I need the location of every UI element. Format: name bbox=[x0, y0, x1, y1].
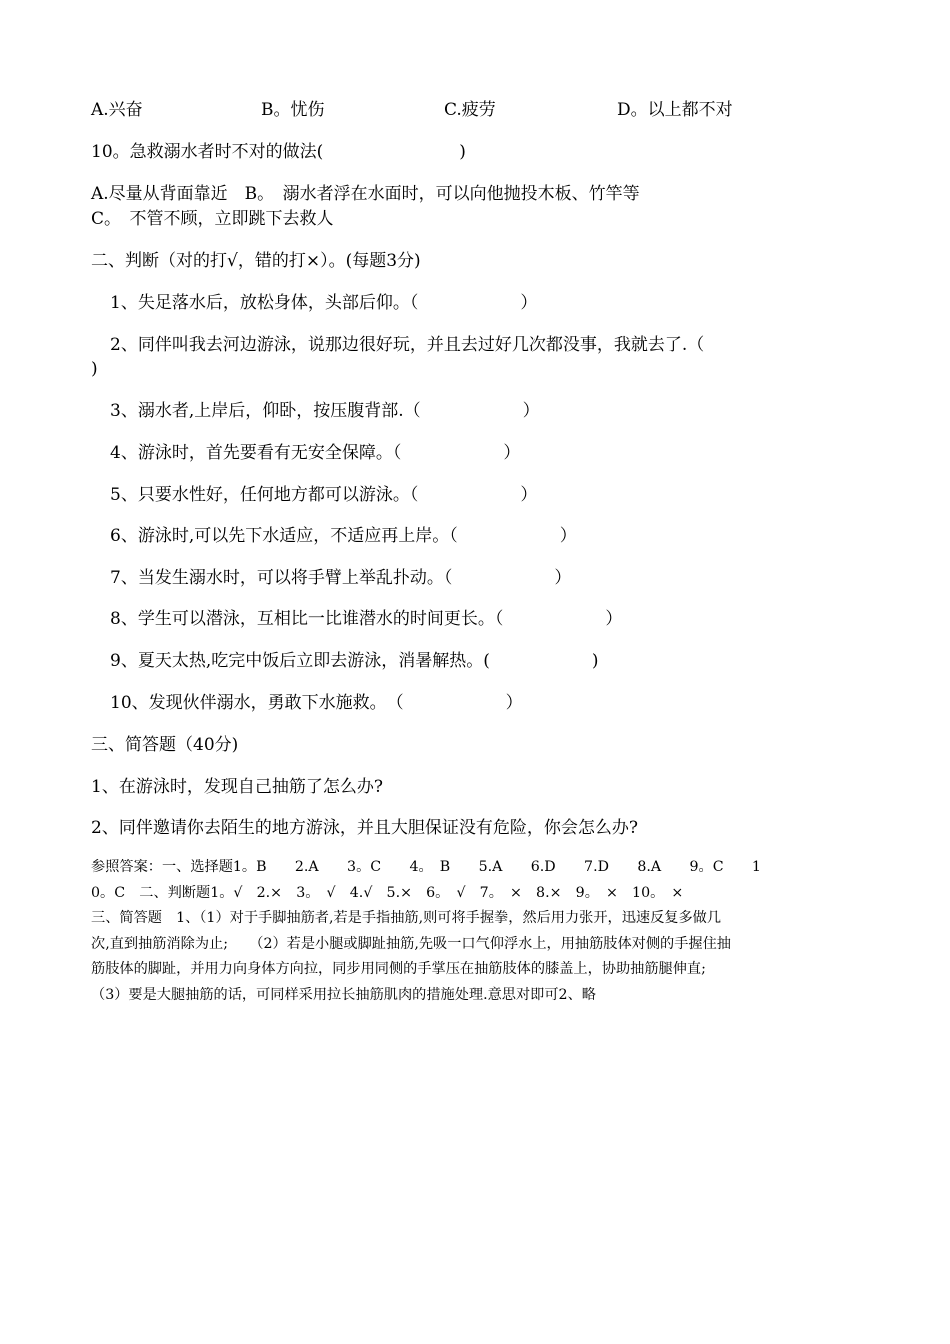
judge-item-7: 7、当发生溺水时，可以将手臂上举乱扑动。（ ） bbox=[110, 568, 572, 588]
short-answer-q2: 2、同伴邀请你去陌生的地方游泳，并且大胆保证没有危险，你会怎么办? bbox=[91, 818, 638, 838]
judge-item-5: 5、只要水性好，任何地方都可以游泳。（ ） bbox=[110, 485, 538, 505]
answer-key-line: 参照答案：一、选择题1。B 2.A 3。C 4。 B 5.A 6.D 7.D 8.A 9。C 1 bbox=[91, 859, 761, 875]
q9-option-d: D。以上都不对 bbox=[617, 100, 733, 120]
judge-item-3: 3、溺水者,上岸后，仰卧，按压腹背部.（ ） bbox=[110, 401, 540, 421]
short-answer-q1: 1、在游泳时，发现自己抽筋了怎么办? bbox=[91, 777, 383, 797]
answer-key bbox=[91, 855, 861, 1008]
q9-option-a: A.兴奋 bbox=[91, 100, 143, 120]
q9-option-c: C.疲劳 bbox=[444, 100, 496, 120]
section3-heading: 三、简答题（40分) bbox=[91, 735, 239, 755]
q9-option-b: B。忧伤 bbox=[261, 100, 325, 120]
judge-item-2: 2、同伴叫我去河边游泳，说那边很好玩，并且去过好几次都没事，我就去了.（ bbox=[110, 335, 705, 355]
q10-stem: 10。急救溺水者时不对的做法( ) bbox=[91, 142, 466, 162]
judge-item-2-continuation: ) bbox=[91, 359, 98, 379]
answer-key-line: 次,直到抽筋消除为止; （2）若是小腿或脚趾抽筋,先吸一口气仰浮水上，用抽筋肢体对侧的手握住抽 bbox=[91, 935, 731, 952]
q10-options-line1: A.尽量从背面靠近 B。 溺水者浮在水面时，可以向他抛投木板、竹竿等 bbox=[91, 184, 640, 204]
answer-key-line: （3）要是大腿抽筋的话，可同样采用拉长抽筋肌肉的措施处理.意思对即可2、略 bbox=[91, 986, 596, 1003]
judge-item-9: 9、夏天太热,吃完中饭后立即去游泳，消暑解热。( ) bbox=[110, 651, 599, 671]
judge-item-1: 1、失足落水后，放松身体，头部后仰。（ ） bbox=[110, 293, 538, 313]
judge-item-10: 10、发现伙伴溺水，勇敢下水施救。 （ ） bbox=[110, 693, 523, 713]
answer-key-line: 0。C 二、判断题1。√ 2.× 3。 √ 4.√ 5.× 6。 √ 7。 × 8.× 9。 × 10。 × bbox=[91, 884, 684, 901]
judge-item-8: 8、学生可以潜泳，互相比一比谁潜水的时间更长。（ ） bbox=[110, 609, 623, 629]
judge-item-6: 6、游泳时,可以先下水适应，不适应再上岸。（ ） bbox=[110, 526, 577, 546]
judge-item-4: 4、游泳时，首先要看有无安全保障。（ ） bbox=[110, 443, 521, 463]
q9-options-row bbox=[91, 99, 851, 121]
answer-key-line: 筋肢体的脚趾，并用力向身体方向拉，同步用同侧的手掌压在抽筋肢体的膝盖上，协助抽筋腿伸直; bbox=[91, 961, 706, 977]
section2-heading: 二、判断（对的打√，错的打×）。(每题3分) bbox=[91, 251, 421, 271]
answer-key-line: 三、简答题 1、（1）对于手脚抽筋者,若是手指抽筋,则可将手握拳，然后用力张开，迅速反复多做几 bbox=[91, 910, 722, 926]
q10-options-line2: C。 不管不顾，立即跳下去救人 bbox=[91, 209, 334, 229]
